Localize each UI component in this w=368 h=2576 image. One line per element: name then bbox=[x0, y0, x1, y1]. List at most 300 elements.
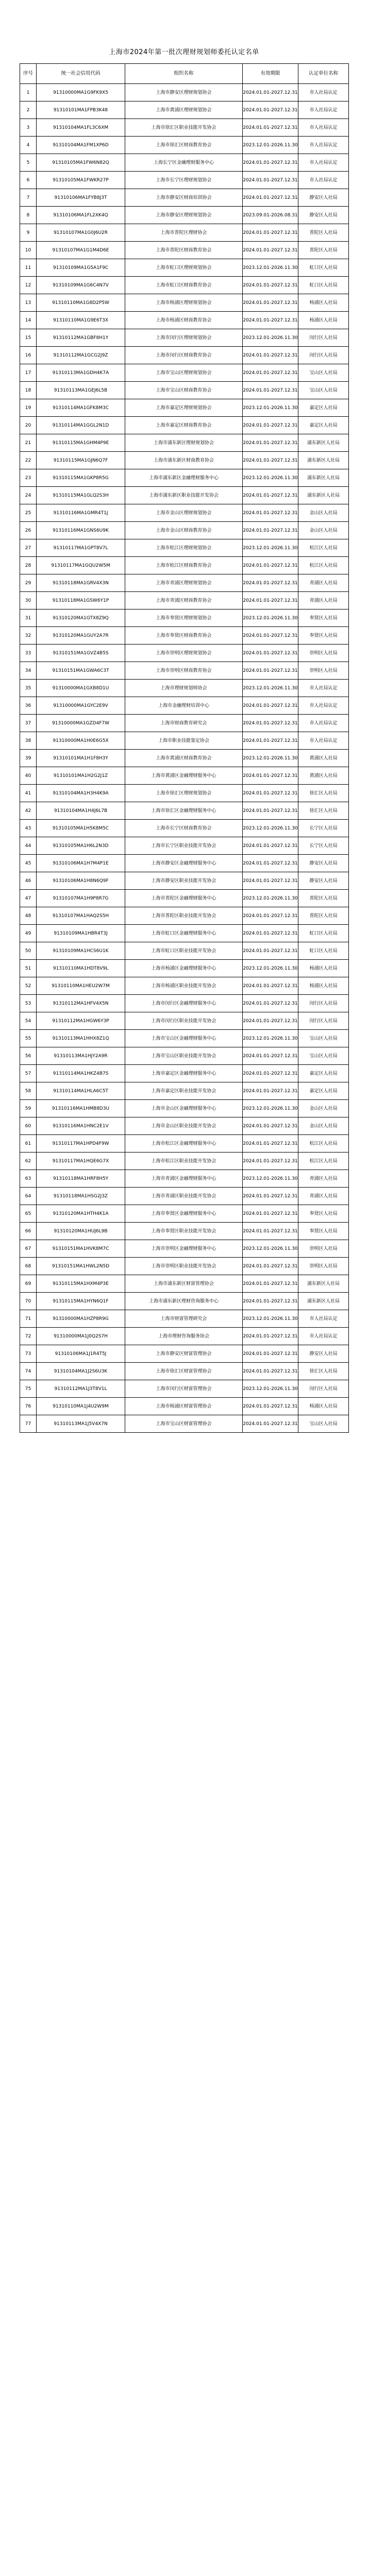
cell-no: 57 bbox=[20, 1065, 37, 1082]
cell-date: 2024.01.01-2027.12.31 bbox=[243, 942, 298, 960]
table-row bbox=[20, 609, 349, 627]
cell-date: 2024.01.01-2027.12.31 bbox=[243, 592, 298, 609]
cell-no: 30 bbox=[20, 592, 37, 609]
cell-date: 2024.01.01-2027.12.31 bbox=[243, 189, 298, 207]
cell-date: 2024.01.01-2027.12.31 bbox=[243, 977, 298, 995]
table-row bbox=[20, 1100, 349, 1117]
cell-code: 91310105MA1FW6N82Q bbox=[37, 154, 125, 172]
cell-org: 松江区人社局 bbox=[298, 1153, 349, 1170]
cell-code: 91310112MA1GBF8H1Y bbox=[37, 329, 125, 347]
cell-name: 上海市徐汇区财富管理协会 bbox=[125, 1363, 243, 1380]
cell-date: 2023.12.01-2026.11.30 bbox=[243, 137, 298, 154]
cell-name: 上海市闵行区理财规划协会 bbox=[125, 329, 243, 347]
cell-code: 91310117MA1HPD4F9W bbox=[37, 1135, 125, 1153]
cell-date: 2024.01.01-2027.12.31 bbox=[243, 119, 298, 137]
cell-org: 闵行区人社局 bbox=[298, 329, 349, 347]
table-row bbox=[20, 907, 349, 925]
cell-date: 2024.01.01-2027.12.31 bbox=[243, 662, 298, 680]
cell-code: 91310000MA1G9FK9X5 bbox=[37, 84, 125, 101]
cell-date: 2024.01.01-2027.12.31 bbox=[243, 294, 298, 312]
table-row bbox=[20, 680, 349, 697]
cell-date: 2024.01.01-2027.12.31 bbox=[243, 925, 298, 942]
table-row bbox=[20, 837, 349, 855]
cell-no: 19 bbox=[20, 399, 37, 417]
cell-no: 35 bbox=[20, 680, 37, 697]
cell-no: 10 bbox=[20, 242, 37, 259]
table-row bbox=[20, 1258, 349, 1275]
cell-no: 42 bbox=[20, 802, 37, 820]
cell-date: 2023.12.01-2026.11.30 bbox=[243, 1380, 298, 1398]
cell-code: 91310114MA1GFK8M3C bbox=[37, 399, 125, 417]
cell-name: 上海市金融理财培训中心 bbox=[125, 697, 243, 715]
cell-no: 12 bbox=[20, 277, 37, 294]
cell-org: 虹口区人社局 bbox=[298, 277, 349, 294]
table-row bbox=[20, 417, 349, 434]
cell-org: 浦东新区人社局 bbox=[298, 434, 349, 452]
cell-org: 青浦区人社局 bbox=[298, 574, 349, 592]
cell-org: 宝山区人社局 bbox=[298, 1415, 349, 1433]
cell-date: 2024.01.01-2027.12.31 bbox=[243, 1065, 298, 1082]
table-row bbox=[20, 1065, 349, 1082]
table-row bbox=[20, 1363, 349, 1380]
table-row bbox=[20, 1117, 349, 1135]
cell-org: 青浦区人社局 bbox=[298, 1188, 349, 1205]
cell-code: 91310120MA1GUY2A7R bbox=[37, 627, 125, 645]
cell-org: 市人社局认定 bbox=[298, 715, 349, 732]
cell-org: 宝山区人社局 bbox=[298, 364, 349, 382]
table-row bbox=[20, 1047, 349, 1065]
cell-no: 3 bbox=[20, 119, 37, 137]
table-row bbox=[20, 1205, 349, 1223]
table-row bbox=[20, 259, 349, 277]
table-header-row bbox=[20, 64, 349, 84]
cell-org: 宝山区人社局 bbox=[298, 1047, 349, 1065]
cell-no: 48 bbox=[20, 907, 37, 925]
cell-name: 上海市宝山区财富管理协会 bbox=[125, 1415, 243, 1433]
cell-no: 70 bbox=[20, 1293, 37, 1310]
cell-date: 2024.01.01-2027.12.31 bbox=[243, 277, 298, 294]
cell-name: 上海市静安区财富管理协会 bbox=[125, 1345, 243, 1363]
cell-date: 2023.12.01-2026.11.30 bbox=[243, 750, 298, 767]
cell-org: 奉贤区人社局 bbox=[298, 609, 349, 627]
table-row bbox=[20, 189, 349, 207]
cell-org: 普陀区人社局 bbox=[298, 907, 349, 925]
cell-code: 91310118MA1HSG2J3Z bbox=[37, 1188, 125, 1205]
cell-name: 上海市静安区理财规划协会 bbox=[125, 207, 243, 224]
cell-org: 静安区人社局 bbox=[298, 207, 349, 224]
table-row bbox=[20, 645, 349, 662]
cell-code: 91310109MA1G6C4N7V bbox=[37, 277, 125, 294]
table-row bbox=[20, 1328, 349, 1345]
cell-no: 73 bbox=[20, 1345, 37, 1363]
cell-code: 91310104MA1FM1XP6D bbox=[37, 137, 125, 154]
cell-date: 2024.01.01-2027.12.31 bbox=[243, 224, 298, 242]
column-header-code: 统一社会信用代码 bbox=[37, 64, 125, 84]
cell-name: 上海市虹口区财商教育协会 bbox=[125, 277, 243, 294]
cell-name: 上海市理财咨询服务协会 bbox=[125, 1328, 243, 1345]
cell-code: 91310117MA1GPT8V7L bbox=[37, 539, 125, 557]
table-row bbox=[20, 1345, 349, 1363]
cell-name: 上海市闵行区职业技能开发协会 bbox=[125, 1012, 243, 1030]
cell-name: 上海市闵行区金融理财服务中心 bbox=[125, 995, 243, 1012]
cell-no: 49 bbox=[20, 925, 37, 942]
cell-name: 上海市黄浦区理财规划协会 bbox=[125, 101, 243, 119]
cell-name: 上海市财富管理研究会 bbox=[125, 1310, 243, 1328]
cell-code: 91310106MA1H7M4P1E bbox=[37, 855, 125, 872]
table-row bbox=[20, 137, 349, 154]
cell-code: 91310000MA1J0Q2S7H bbox=[37, 1328, 125, 1345]
table-row bbox=[20, 382, 349, 399]
cell-name: 上海市青浦区财商教育协会 bbox=[125, 592, 243, 609]
cell-org: 青浦区人社局 bbox=[298, 1170, 349, 1188]
cell-name: 上海市金山区金融理财服务中心 bbox=[125, 1100, 243, 1117]
cell-org: 浦东新区人社局 bbox=[298, 1293, 349, 1310]
cell-date: 2024.01.01-2027.12.31 bbox=[243, 312, 298, 329]
table-row bbox=[20, 785, 349, 802]
table-row bbox=[20, 119, 349, 137]
cell-date: 2023.09.01-2026.08.31 bbox=[243, 207, 298, 224]
cell-org: 宝山区人社局 bbox=[298, 1030, 349, 1047]
cell-no: 56 bbox=[20, 1047, 37, 1065]
cell-org: 浦东新区人社局 bbox=[298, 469, 349, 487]
column-header-no: 序号 bbox=[20, 64, 37, 84]
cell-org: 市人社局认定 bbox=[298, 732, 349, 750]
cell-org: 闵行区人社局 bbox=[298, 347, 349, 364]
cell-date: 2024.01.01-2027.12.31 bbox=[243, 715, 298, 732]
cell-date: 2023.12.01-2026.11.30 bbox=[243, 820, 298, 837]
cell-date: 2023.12.01-2026.11.30 bbox=[243, 960, 298, 977]
cell-code: 91310115MA1HXM4P3E bbox=[37, 1275, 125, 1293]
cell-code: 91310120MA1HTH4K1A bbox=[37, 1205, 125, 1223]
cell-no: 52 bbox=[20, 977, 37, 995]
cell-org: 宝山区人社局 bbox=[298, 382, 349, 399]
cell-date: 2024.01.01-2027.12.31 bbox=[243, 1117, 298, 1135]
cell-no: 75 bbox=[20, 1380, 37, 1398]
table-row bbox=[20, 224, 349, 242]
table-row bbox=[20, 294, 349, 312]
cell-date: 2024.01.01-2027.12.31 bbox=[243, 557, 298, 574]
cell-code: 91310112MA1HGW6Y3P bbox=[37, 1012, 125, 1030]
cell-name: 上海市奉贤区职业技能开发协会 bbox=[125, 1223, 243, 1240]
cell-date: 2023.12.01-2026.11.30 bbox=[243, 259, 298, 277]
cell-code: 91310107MA1G0J6U2R bbox=[37, 224, 125, 242]
cell-org: 浦东新区人社局 bbox=[298, 1275, 349, 1293]
cell-org: 静安区人社局 bbox=[298, 855, 349, 872]
cell-no: 71 bbox=[20, 1310, 37, 1328]
cell-date: 2023.12.01-2026.11.30 bbox=[243, 1310, 298, 1328]
cell-no: 16 bbox=[20, 347, 37, 364]
cell-date: 2024.01.01-2027.12.31 bbox=[243, 1135, 298, 1153]
cell-no: 51 bbox=[20, 960, 37, 977]
cell-org: 嘉定区人社局 bbox=[298, 399, 349, 417]
cell-name: 上海市青浦区理财规划协会 bbox=[125, 574, 243, 592]
cell-code: 91310112MA1J3T8V1L bbox=[37, 1380, 125, 1398]
cell-no: 34 bbox=[20, 662, 37, 680]
cell-code: 91310151MA1HWL2N5D bbox=[37, 1258, 125, 1275]
cell-date: 2024.01.01-2027.12.31 bbox=[243, 242, 298, 259]
table-row bbox=[20, 732, 349, 750]
cell-org: 黄浦区人社局 bbox=[298, 750, 349, 767]
table-row bbox=[20, 172, 349, 189]
cell-code: 91310112MA1GCG2J9Z bbox=[37, 347, 125, 364]
cell-name: 上海市杨浦区财富管理协会 bbox=[125, 1398, 243, 1415]
cell-no: 11 bbox=[20, 259, 37, 277]
cell-date: 2024.01.01-2027.12.31 bbox=[243, 855, 298, 872]
cell-code: 91310101MA1FPB3K48 bbox=[37, 101, 125, 119]
cell-date: 2024.01.01-2027.12.31 bbox=[243, 487, 298, 504]
cell-name: 上海市黄浦区金融理财服务中心 bbox=[125, 767, 243, 785]
cell-no: 66 bbox=[20, 1223, 37, 1240]
cell-code: 91310118MA1GRV4X3N bbox=[37, 574, 125, 592]
cell-org: 长宁区人社局 bbox=[298, 837, 349, 855]
cell-code: 91310112MA1HFV4X5N bbox=[37, 995, 125, 1012]
cell-name: 上海市财商教育研究会 bbox=[125, 715, 243, 732]
cell-name: 上海市虹口区职业技能开发协会 bbox=[125, 942, 243, 960]
table-row bbox=[20, 925, 349, 942]
cell-no: 37 bbox=[20, 715, 37, 732]
table-row bbox=[20, 802, 349, 820]
cell-no: 27 bbox=[20, 539, 37, 557]
table-row bbox=[20, 154, 349, 172]
cell-date: 2024.01.01-2027.12.31 bbox=[243, 697, 298, 715]
cell-date: 2024.01.01-2027.12.31 bbox=[243, 154, 298, 172]
table-row bbox=[20, 1380, 349, 1398]
cell-code: 91310105MA1H5K8M5C bbox=[37, 820, 125, 837]
table-row bbox=[20, 767, 349, 785]
cell-name: 上海市闵行区财富管理协会 bbox=[125, 1380, 243, 1398]
cell-code: 91310110MA1HDT8V9L bbox=[37, 960, 125, 977]
cell-name: 上海市浦东新区财富管理协会 bbox=[125, 1275, 243, 1293]
cell-no: 77 bbox=[20, 1415, 37, 1433]
cell-name: 上海市青浦区金融理财服务中心 bbox=[125, 1170, 243, 1188]
cell-no: 62 bbox=[20, 1153, 37, 1170]
cell-name: 上海市嘉定区理财规划协会 bbox=[125, 399, 243, 417]
cell-org: 崇明区人社局 bbox=[298, 1258, 349, 1275]
cell-name: 上海市松江区理财规划协会 bbox=[125, 539, 243, 557]
cell-name: 上海市嘉定区职业技能开发协会 bbox=[125, 1082, 243, 1100]
cell-org: 市人社局认定 bbox=[298, 697, 349, 715]
cell-name: 上海市松江区财商教育协会 bbox=[125, 557, 243, 574]
cell-date: 2024.01.01-2027.12.31 bbox=[243, 364, 298, 382]
cell-code: 91310109MA1HBR4T3J bbox=[37, 925, 125, 942]
cell-name: 上海市宝山区理财规划协会 bbox=[125, 364, 243, 382]
cell-code: 91310114MA1HKZ4B7S bbox=[37, 1065, 125, 1082]
table-row bbox=[20, 995, 349, 1012]
cell-name: 上海市奉贤区金融理财服务中心 bbox=[125, 1205, 243, 1223]
cell-date: 2023.12.01-2026.11.30 bbox=[243, 1240, 298, 1258]
cell-org: 市人社局认定 bbox=[298, 154, 349, 172]
cell-date: 2024.01.01-2027.12.31 bbox=[243, 101, 298, 119]
cell-code: 91310109MA1HCS6U1K bbox=[37, 942, 125, 960]
cell-name: 上海市金山区财商教育协会 bbox=[125, 522, 243, 539]
cell-code: 91310107MA1G1M4D6E bbox=[37, 242, 125, 259]
cell-name: 上海市静安区财商培训协会 bbox=[125, 189, 243, 207]
cell-org: 杨浦区人社局 bbox=[298, 312, 349, 329]
table-row bbox=[20, 1275, 349, 1293]
cell-code: 91310110MA1HEU2W7M bbox=[37, 977, 125, 995]
cell-name: 上海市浦东新区理财咨询服务中心 bbox=[125, 1293, 243, 1310]
cell-org: 奉贤区人社局 bbox=[298, 1223, 349, 1240]
cell-code: 91310101MA1H2G2J1Z bbox=[37, 767, 125, 785]
cell-no: 44 bbox=[20, 837, 37, 855]
cell-org: 市人社局认定 bbox=[298, 84, 349, 101]
cell-no: 50 bbox=[20, 942, 37, 960]
cell-name: 上海市松江区职业技能开发协会 bbox=[125, 1153, 243, 1170]
cell-org: 虹口区人社局 bbox=[298, 259, 349, 277]
roster-table bbox=[20, 63, 349, 1433]
cell-date: 2024.01.01-2027.12.31 bbox=[243, 837, 298, 855]
cell-no: 4 bbox=[20, 137, 37, 154]
cell-code: 91310104MA1J2S6U3K bbox=[37, 1363, 125, 1380]
cell-org: 市人社局认定 bbox=[298, 680, 349, 697]
cell-code: 91310104MA1FL3C6XM bbox=[37, 119, 125, 137]
cell-code: 91310113MA1HHX8Z1Q bbox=[37, 1030, 125, 1047]
cell-name: 上海市松江区金融理财服务中心 bbox=[125, 1135, 243, 1153]
cell-date: 2024.01.01-2027.12.31 bbox=[243, 785, 298, 802]
cell-org: 长宁区人社局 bbox=[298, 820, 349, 837]
cell-name: 上海市嘉定区金融理财服务中心 bbox=[125, 1065, 243, 1082]
cell-code: 91310115MA1GHM4P9E bbox=[37, 434, 125, 452]
cell-org: 浦东新区人社局 bbox=[298, 487, 349, 504]
table-row bbox=[20, 557, 349, 574]
table-row bbox=[20, 522, 349, 539]
cell-name: 上海市静安区理财规划协会 bbox=[125, 84, 243, 101]
column-header-org: 认定单位名称 bbox=[298, 64, 349, 84]
cell-name: 上海市虹口区金融理财服务中心 bbox=[125, 925, 243, 942]
cell-no: 54 bbox=[20, 1012, 37, 1030]
cell-date: 2024.01.01-2027.12.31 bbox=[243, 1205, 298, 1223]
cell-no: 26 bbox=[20, 522, 37, 539]
cell-date: 2024.01.01-2027.12.31 bbox=[243, 1258, 298, 1275]
cell-no: 68 bbox=[20, 1258, 37, 1275]
cell-code: 91310118MA1HRF8H5Y bbox=[37, 1170, 125, 1188]
cell-date: 2024.01.01-2027.12.31 bbox=[243, 872, 298, 890]
cell-code: 91310120MA1GTX8Z9Q bbox=[37, 609, 125, 627]
cell-name: 上海市虹口区理财规划协会 bbox=[125, 259, 243, 277]
cell-code: 91310113MA1GEJ6L5B bbox=[37, 382, 125, 399]
cell-code: 91310110MA1G9E6T3X bbox=[37, 312, 125, 329]
cell-date: 2024.01.01-2027.12.31 bbox=[243, 1345, 298, 1363]
cell-org: 普陀区人社局 bbox=[298, 224, 349, 242]
cell-name: 上海市浦东新区理财规划协会 bbox=[125, 434, 243, 452]
table-row bbox=[20, 434, 349, 452]
cell-date: 2024.01.01-2027.12.31 bbox=[243, 732, 298, 750]
cell-name: 上海市长宁区理财规划协会 bbox=[125, 172, 243, 189]
table-row bbox=[20, 1012, 349, 1030]
cell-name: 上海市普陀区财商教育协会 bbox=[125, 242, 243, 259]
cell-name: 上海市普陀区理财协会 bbox=[125, 224, 243, 242]
table-row bbox=[20, 364, 349, 382]
cell-no: 14 bbox=[20, 312, 37, 329]
cell-date: 2024.01.01-2027.12.31 bbox=[243, 1223, 298, 1240]
cell-org: 浦东新区人社局 bbox=[298, 452, 349, 469]
cell-org: 静安区人社局 bbox=[298, 872, 349, 890]
cell-name: 上海市嘉定区财商教育协会 bbox=[125, 417, 243, 434]
cell-org: 静安区人社局 bbox=[298, 189, 349, 207]
cell-date: 2024.01.01-2027.12.31 bbox=[243, 1012, 298, 1030]
cell-date: 2023.12.01-2026.11.30 bbox=[243, 680, 298, 697]
table-row bbox=[20, 942, 349, 960]
cell-no: 72 bbox=[20, 1328, 37, 1345]
table-row bbox=[20, 452, 349, 469]
cell-org: 静安区人社局 bbox=[298, 1345, 349, 1363]
table-row bbox=[20, 399, 349, 417]
cell-name: 上海市崇明区金融理财服务中心 bbox=[125, 1240, 243, 1258]
cell-code: 91310116MA1HNC2E1V bbox=[37, 1117, 125, 1135]
cell-code: 91310115MA1GLQ2S3H bbox=[37, 487, 125, 504]
table-row bbox=[20, 872, 349, 890]
cell-org: 杨浦区人社局 bbox=[298, 294, 349, 312]
table-row bbox=[20, 820, 349, 837]
cell-code: 91310114MA1HLA6C5T bbox=[37, 1082, 125, 1100]
cell-no: 46 bbox=[20, 872, 37, 890]
cell-org: 普陀区人社局 bbox=[298, 890, 349, 907]
cell-code: 91310107MA1HAQ2S5H bbox=[37, 907, 125, 925]
cell-no: 61 bbox=[20, 1135, 37, 1153]
table-row bbox=[20, 1153, 349, 1170]
cell-no: 31 bbox=[20, 609, 37, 627]
cell-org: 徐汇区人社局 bbox=[298, 785, 349, 802]
cell-date: 2024.01.01-2027.12.31 bbox=[243, 1415, 298, 1433]
cell-code: 91310106MA1H8N6Q9F bbox=[37, 872, 125, 890]
cell-no: 28 bbox=[20, 557, 37, 574]
cell-no: 74 bbox=[20, 1363, 37, 1380]
cell-name: 上海市浦东新区职业技能开发协会 bbox=[125, 487, 243, 504]
cell-no: 25 bbox=[20, 504, 37, 522]
cell-org: 崇明区人社局 bbox=[298, 1240, 349, 1258]
cell-date: 2024.01.01-2027.12.31 bbox=[243, 434, 298, 452]
cell-org: 嘉定区人社局 bbox=[298, 1082, 349, 1100]
cell-code: 91310106MA1FL2XK4Q bbox=[37, 207, 125, 224]
table-row bbox=[20, 1135, 349, 1153]
cell-name: 上海市理财规划师协会 bbox=[125, 680, 243, 697]
cell-no: 8 bbox=[20, 207, 37, 224]
cell-no: 38 bbox=[20, 732, 37, 750]
cell-no: 39 bbox=[20, 750, 37, 767]
cell-date: 2024.01.01-2027.12.31 bbox=[243, 84, 298, 101]
cell-date: 2024.01.01-2027.12.31 bbox=[243, 907, 298, 925]
table-row bbox=[20, 207, 349, 224]
cell-date: 2023.12.01-2026.11.30 bbox=[243, 469, 298, 487]
cell-no: 45 bbox=[20, 855, 37, 872]
table-row bbox=[20, 1170, 349, 1188]
cell-code: 91310000MA1HZP8R9G bbox=[37, 1310, 125, 1328]
cell-no: 41 bbox=[20, 785, 37, 802]
cell-org: 市人社局认定 bbox=[298, 172, 349, 189]
cell-code: 91310109MA1G5A1F9C bbox=[37, 259, 125, 277]
cell-org: 松江区人社局 bbox=[298, 1135, 349, 1153]
cell-org: 奉贤区人社局 bbox=[298, 1205, 349, 1223]
cell-no: 55 bbox=[20, 1030, 37, 1047]
cell-code: 91310101MA1H1F8H3Y bbox=[37, 750, 125, 767]
table-row bbox=[20, 1188, 349, 1205]
cell-org: 市人社局认定 bbox=[298, 137, 349, 154]
cell-no: 15 bbox=[20, 329, 37, 347]
cell-no: 18 bbox=[20, 382, 37, 399]
cell-org: 崇明区人社局 bbox=[298, 662, 349, 680]
cell-no: 9 bbox=[20, 224, 37, 242]
table-row bbox=[20, 1415, 349, 1433]
cell-code: 91310116MA1HMB8D3U bbox=[37, 1100, 125, 1117]
cell-name: 上海市奉贤区理财规划协会 bbox=[125, 609, 243, 627]
cell-no: 1 bbox=[20, 84, 37, 101]
cell-org: 嘉定区人社局 bbox=[298, 1065, 349, 1082]
cell-no: 63 bbox=[20, 1170, 37, 1188]
cell-date: 2023.12.01-2026.11.30 bbox=[243, 890, 298, 907]
cell-org: 市人社局认定 bbox=[298, 1328, 349, 1345]
cell-date: 2023.12.01-2026.11.30 bbox=[243, 1100, 298, 1117]
cell-date: 2024.01.01-2027.12.31 bbox=[243, 452, 298, 469]
